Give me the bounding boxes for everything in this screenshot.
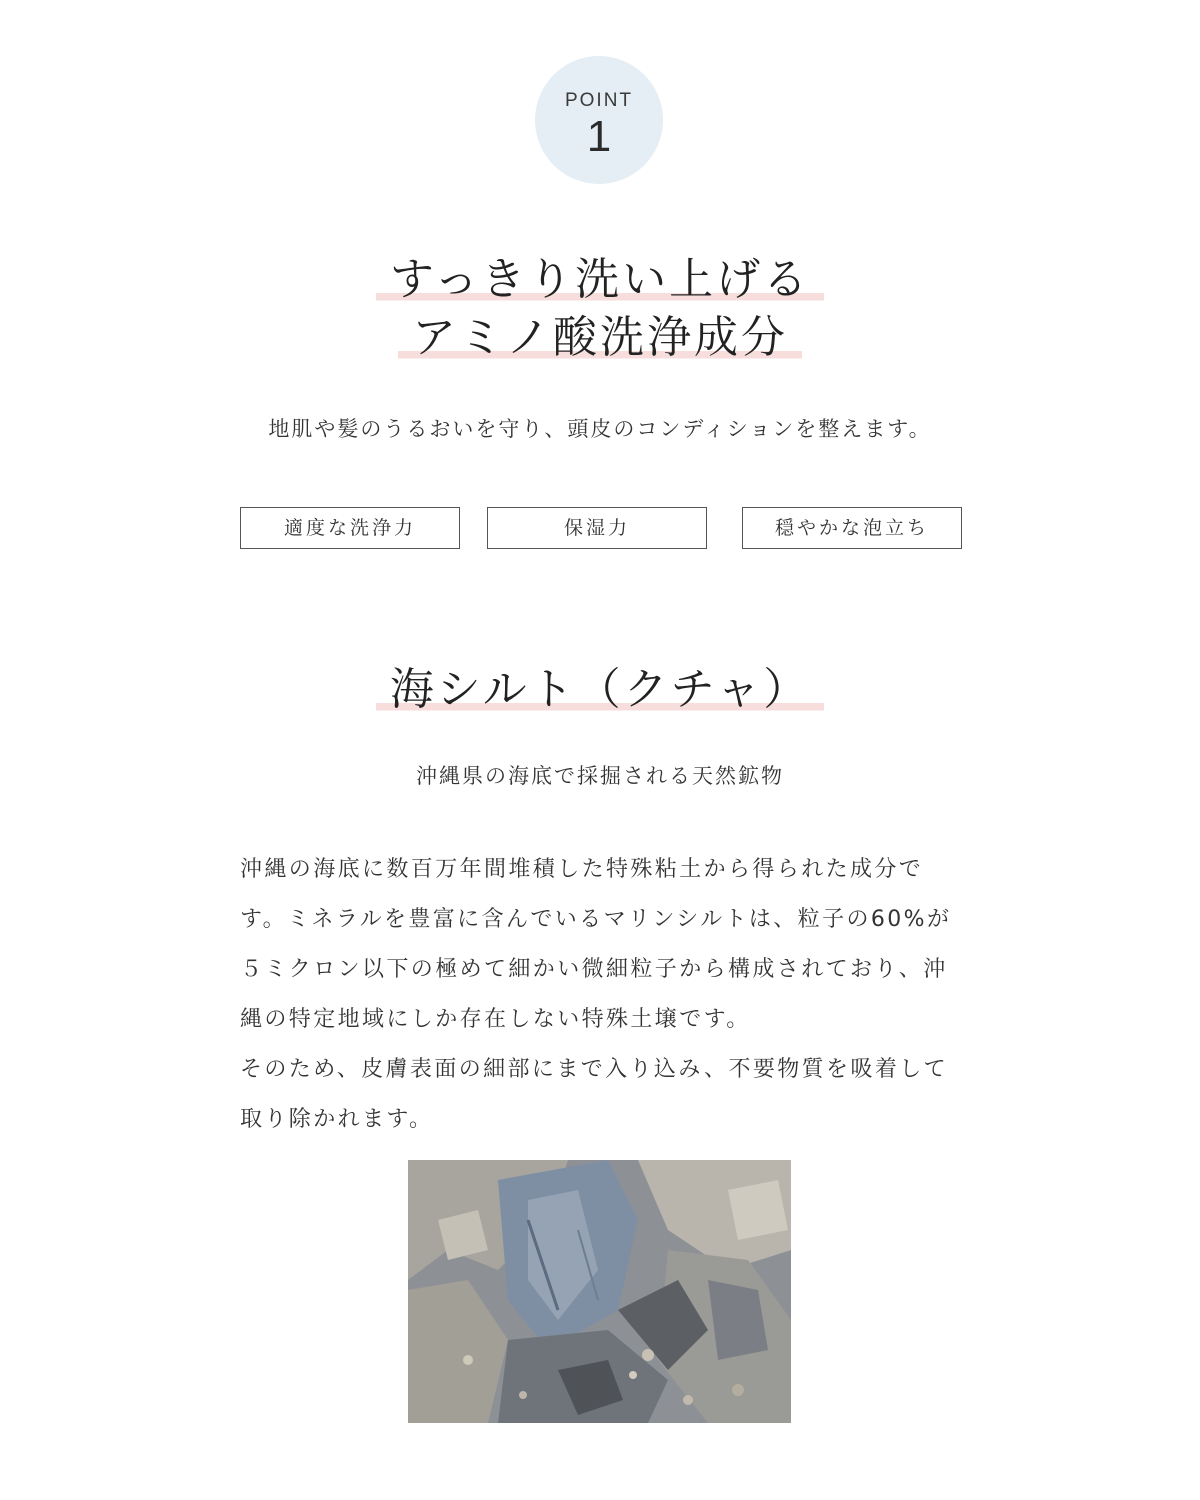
section1-heading-line2-text: アミノ酸洗浄成分 bbox=[398, 308, 802, 368]
clay-rock-illustration bbox=[408, 1160, 791, 1423]
section1-heading-line1 bbox=[0, 250, 1200, 310]
section1-heading-line2 bbox=[0, 308, 1200, 368]
feature-tags bbox=[240, 507, 962, 549]
section2-body bbox=[240, 845, 970, 1145]
tag-moisture: 保湿力 bbox=[487, 507, 707, 549]
section1-subtitle: 地肌や髪のうるおいを守り、頭皮のコンディションを整えます。 bbox=[268, 417, 932, 441]
section2-heading bbox=[0, 660, 1200, 720]
section2-subtitle: 沖縄県の海底で採掘される天然鉱物 bbox=[416, 764, 784, 788]
point-label: POINT bbox=[564, 90, 634, 111]
section1-heading-line1-text: すっきり洗い上げる bbox=[376, 250, 824, 310]
clay-rock-photo bbox=[408, 1160, 791, 1423]
tag-cleansing: 適度な洗浄力 bbox=[240, 507, 460, 549]
section2-body-paragraph1: 沖縄の海底に数百万年間堆積した特殊粘土から得られた成分です。ミネラルを豊富に含んでいるマリンシルトは、粒子の60%が５ミクロン以下の極めて細かい微細粒子から構成されており、沖縄の特定地域にしか存在しない特殊土壌です。 bbox=[240, 857, 952, 1032]
section2-heading-text: 海シルト（クチャ） bbox=[376, 660, 825, 720]
section2-body-paragraph2: そのため、皮膚表面の細部にまで入り込み、不要物質を吸着して取り除かれます。 bbox=[240, 1057, 949, 1132]
point-number: 1 bbox=[586, 112, 612, 161]
tag-foam: 穏やかな泡立ち bbox=[742, 507, 962, 549]
point-badge bbox=[535, 56, 663, 184]
